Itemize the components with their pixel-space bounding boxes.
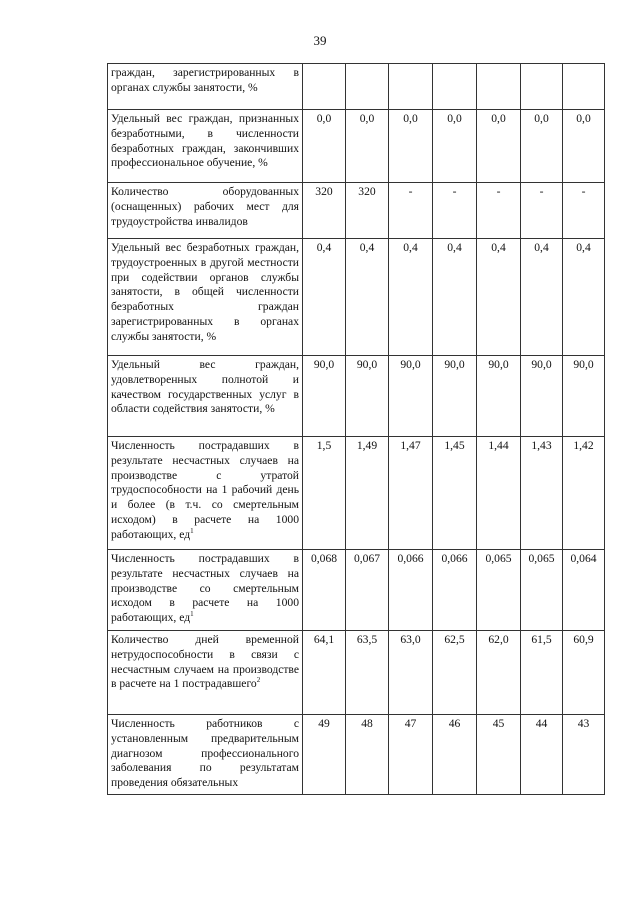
indicator-label [108, 437, 303, 550]
value-cell: - [563, 183, 605, 239]
value-cell: 0,068 [303, 550, 346, 631]
value-cell: 90,0 [521, 356, 563, 437]
value-cell: 0,4 [477, 239, 521, 356]
value-cell: 46 [433, 715, 477, 795]
value-cell: 320 [346, 183, 389, 239]
value-cell [521, 64, 563, 110]
value-cell: 1,49 [346, 437, 389, 550]
value-cell: 0,0 [389, 110, 433, 183]
indicator-label-text: Численность пострадавших в результате несчастных случаев на производстве с утратой трудоспособности на 1 рабочий день и более (в т.ч. со смертельным исходом) в расчете на 1000 работающих, ед [111, 439, 299, 541]
indicator-label [108, 715, 303, 795]
value-cell: 49 [303, 715, 346, 795]
value-cell: 1,43 [521, 437, 563, 550]
indicator-label [108, 550, 303, 631]
table-row [108, 715, 605, 795]
value-cell: 47 [389, 715, 433, 795]
value-cell: 64,1 [303, 631, 346, 715]
value-cell: 0,0 [563, 110, 605, 183]
value-cell [303, 64, 346, 110]
value-cell: 0,067 [346, 550, 389, 631]
indicator-label-text: Удельный вес безработных граждан, трудоустроенных в другой местности при содействии органов службы занятости, в общей численности безработных граждан зарегистрированных в органах службы занятости, % [111, 241, 299, 343]
value-cell: 90,0 [389, 356, 433, 437]
indicator-label [108, 64, 303, 110]
value-cell: 61,5 [521, 631, 563, 715]
footnote-mark: 2 [256, 676, 261, 685]
value-cell: - [521, 183, 563, 239]
value-cell: 90,0 [303, 356, 346, 437]
indicator-label-text: Количество оборудованных (оснащенных) рабочих мест для трудоустройства инвалидов [111, 185, 299, 228]
value-cell [477, 64, 521, 110]
value-cell: 1,42 [563, 437, 605, 550]
value-cell: 90,0 [346, 356, 389, 437]
value-cell: 0,4 [521, 239, 563, 356]
value-cell: 1,47 [389, 437, 433, 550]
value-cell: 0,0 [303, 110, 346, 183]
page-number: 39 [313, 33, 327, 48]
value-cell: 0,4 [303, 239, 346, 356]
value-cell: 48 [346, 715, 389, 795]
value-cell: 320 [303, 183, 346, 239]
value-cell: 0,4 [563, 239, 605, 356]
value-cell: - [389, 183, 433, 239]
table-row [108, 64, 605, 110]
table-row [108, 356, 605, 437]
indicator-label-text: Количество дней временной нетрудоспособности в связи с несчастным случаем на производстве в расчете на 1 пострадавшего [111, 633, 299, 691]
value-cell: 62,5 [433, 631, 477, 715]
value-cell: 44 [521, 715, 563, 795]
value-cell: 0,4 [389, 239, 433, 356]
table-row [108, 239, 605, 356]
table-row [108, 110, 605, 183]
table-body [108, 64, 605, 795]
indicator-label-text: Удельный вес граждан, признанных безработными, в численности безработных граждан, закончивших профессиональное обучение, % [111, 112, 299, 170]
value-cell: 0,0 [521, 110, 563, 183]
indicator-label [108, 631, 303, 715]
value-cell: 0,4 [433, 239, 477, 356]
value-cell: 63,0 [389, 631, 433, 715]
value-cell: 90,0 [563, 356, 605, 437]
value-cell: 0,4 [346, 239, 389, 356]
value-cell: 1,45 [433, 437, 477, 550]
value-cell: 45 [477, 715, 521, 795]
indicator-label [108, 239, 303, 356]
footnote-mark: 1 [190, 610, 194, 619]
footnote-mark: 1 [190, 526, 194, 535]
value-cell: - [433, 183, 477, 239]
table-row [108, 631, 605, 715]
value-cell: 0,064 [563, 550, 605, 631]
value-cell: 62,0 [477, 631, 521, 715]
indicator-label-text: Удельный вес граждан, удовлетворенных полнотой и качеством государственных услуг в области содействия занятости, % [111, 358, 299, 416]
value-cell: 0,0 [477, 110, 521, 183]
indicator-label-text: Численность работников с установленным предварительным диагнозом профессионального заболевания по результатам проведения обязательных [111, 717, 299, 790]
value-cell: - [477, 183, 521, 239]
value-cell [389, 64, 433, 110]
value-cell: 0,0 [433, 110, 477, 183]
indicator-label [108, 110, 303, 183]
indicator-label [108, 356, 303, 437]
value-cell: 63,5 [346, 631, 389, 715]
value-cell: 0,065 [477, 550, 521, 631]
value-cell: 90,0 [433, 356, 477, 437]
value-cell: 0,066 [433, 550, 477, 631]
value-cell: 0,065 [521, 550, 563, 631]
value-cell: 43 [563, 715, 605, 795]
value-cell: 90,0 [477, 356, 521, 437]
indicator-table [107, 63, 605, 795]
value-cell: 1,44 [477, 437, 521, 550]
indicator-label [108, 183, 303, 239]
value-cell [563, 64, 605, 110]
indicator-label-text: граждан, зарегистрированных в органах службы занятости, % [111, 66, 299, 94]
indicator-label-text: Численность пострадавших в результате несчастных случаев на производстве со смертельным исходом в расчете на 1000 работающих, ед [111, 552, 299, 625]
value-cell: 60,9 [563, 631, 605, 715]
table-row [108, 437, 605, 550]
table-row [108, 183, 605, 239]
value-cell [433, 64, 477, 110]
table-row [108, 550, 605, 631]
value-cell: 0,066 [389, 550, 433, 631]
value-cell: 0,0 [346, 110, 389, 183]
value-cell: 1,5 [303, 437, 346, 550]
value-cell [346, 64, 389, 110]
